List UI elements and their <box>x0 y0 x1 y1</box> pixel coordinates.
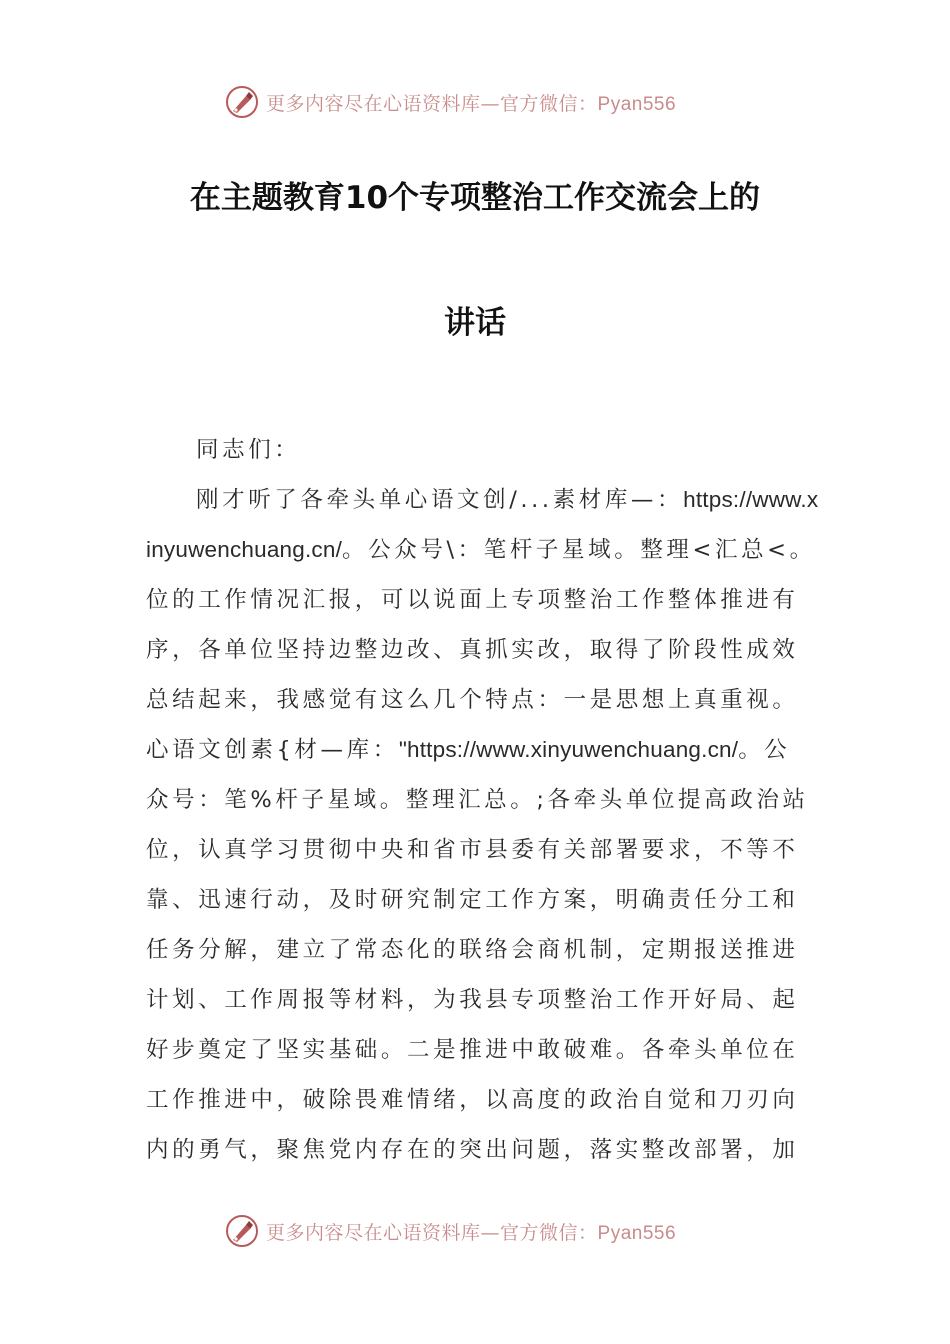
document-title-line-1: 在主题教育10个专项整治工作交流会上的 <box>189 180 761 216</box>
footer-banner <box>0 1211 950 1251</box>
body-line: 总结起来，我感觉有这么几个特点：一是思想上真重视。 <box>146 687 799 713</box>
body-line: 众号：笔%杆子星域。整理汇总。;各牵头单位提高政治站 <box>146 787 809 813</box>
pen-nib-circle-icon <box>224 1213 260 1249</box>
text-run: 刚才听了各牵头单心语文创/...素材库—： <box>196 487 684 513</box>
url-text: inyuwenchuang.cn/ <box>146 537 343 562</box>
banner-sep: — <box>480 1221 501 1244</box>
body-line <box>146 480 819 530</box>
url-text: https://www.x <box>683 487 819 512</box>
body-line <box>146 530 816 580</box>
body-line: 靠、迅速行动，及时研究制定工作方案，明确责任分工和 <box>146 887 799 913</box>
body-line <box>146 730 806 780</box>
url-text: "https://www.xinyuwenchuang.cn/ <box>398 737 739 762</box>
banner-main: 更多内容尽在心语资料库 <box>266 1221 481 1244</box>
document-body <box>146 430 819 1180</box>
body-line: 内的勇气，聚焦党内存在的突出问题，落实整改部署，加 <box>146 1137 799 1163</box>
body-line: 序，各单位坚持边整边改、真抓实改，取得了阶段性成效 <box>146 637 799 663</box>
header-banner <box>0 82 950 122</box>
body-line: 位的工作情况汇报，可以说面上专项整治工作整体推进有 <box>146 587 799 613</box>
greeting: 同志们： <box>196 437 301 463</box>
banner-main: 更多内容尽在心语资料库 <box>266 92 481 115</box>
banner-sep: — <box>480 92 501 115</box>
body-line: 位，认真学习贯彻中央和省市县委有关部署要求，不等不 <box>146 837 799 863</box>
body-line: 任务分解，建立了常态化的联络会商机制，定期报送推进 <box>146 937 799 963</box>
banner-wechat-id: Pyan556 <box>597 93 677 115</box>
body-line: 计划、工作周报等材料，为我县专项整治工作开好局、起 <box>146 987 799 1013</box>
banner-official: 官方微信： <box>500 92 598 115</box>
banner-official: 官方微信： <box>500 1221 598 1244</box>
banner-text <box>266 1218 676 1245</box>
body-line: 好步奠定了坚实基础。二是推进中敢破难。各牵头单位在 <box>146 1037 799 1063</box>
text-run: 。公 <box>738 737 791 763</box>
banner-wechat-id: Pyan556 <box>597 1222 677 1244</box>
pen-nib-circle-icon <box>224 84 260 120</box>
banner-text <box>266 89 676 116</box>
text-run: 心语文创素{材—库： <box>146 737 399 763</box>
document-title-line-2: 讲话 <box>444 305 506 341</box>
text-run: 。公众号\：笔杆子星域。整理<汇总<。 <box>342 537 816 563</box>
body-line: 工作推进中，破除畏难情绪，以高度的政治自觉和刀刃向 <box>146 1087 799 1113</box>
